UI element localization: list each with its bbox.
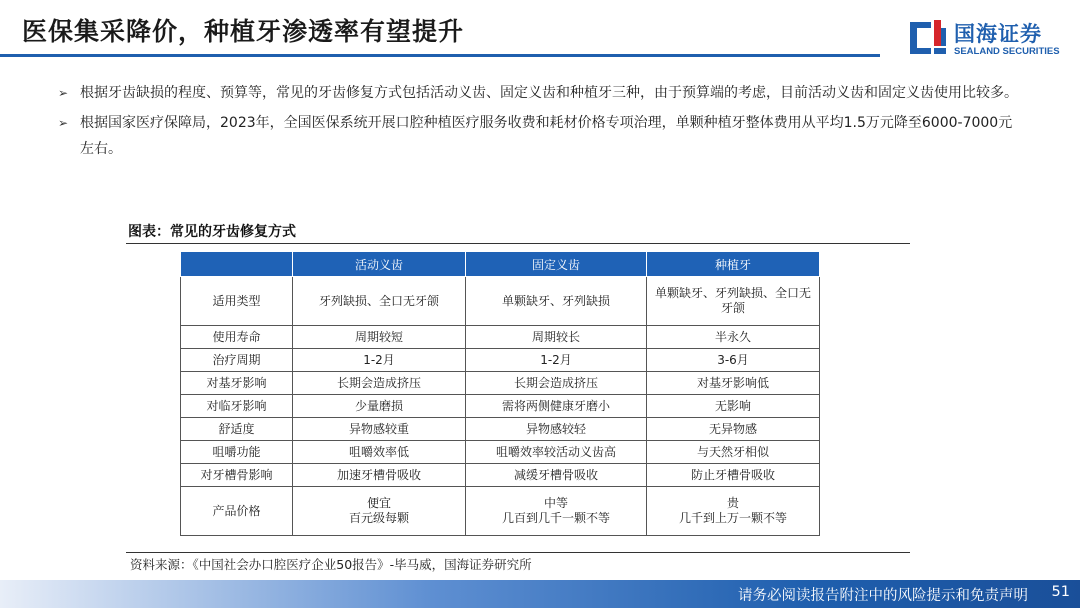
table-header-cell: 活动义齿 [293, 252, 466, 277]
table-cell: 1-2月 [293, 349, 466, 372]
row-label: 适用类型 [181, 277, 293, 326]
figure-bottom-rule [126, 552, 910, 553]
row-label: 舒适度 [181, 418, 293, 441]
table-cell: 加速牙槽骨吸收 [293, 464, 466, 487]
bullet-item [58, 110, 1018, 162]
row-label: 对临牙影响 [181, 395, 293, 418]
table-cell: 无影响 [647, 395, 820, 418]
table-cell: 长期会造成挤压 [293, 372, 466, 395]
table-row [181, 326, 820, 349]
row-label: 使用寿命 [181, 326, 293, 349]
bullet-item [58, 80, 1018, 106]
table-cell: 对基牙影响低 [647, 372, 820, 395]
table-cell: 与天然牙相似 [647, 441, 820, 464]
table-cell: 少量磨损 [293, 395, 466, 418]
table-cell: 1-2月 [466, 349, 647, 372]
table-cell: 周期较长 [466, 326, 647, 349]
table-cell: 单颗缺牙、牙列缺损、全口无牙颌 [647, 277, 820, 326]
table-row [181, 395, 820, 418]
table-cell: 异物感较重 [293, 418, 466, 441]
bullet-text: 根据国家医疗保障局，2023年，全国医保系统开展口腔种植医疗服务收费和耗材价格专项治理，单颗种植牙整体费用从平均1.5万元降至6000-7000元左右。 [80, 115, 1013, 157]
table-cell: 减缓牙槽骨吸收 [466, 464, 647, 487]
table-cell: 异物感较轻 [466, 418, 647, 441]
logo-text-en: SEALAND SECURITIES [954, 46, 1060, 57]
page-title: 医保集采降价，种植牙渗透率有望提升 [22, 17, 465, 46]
table-row [181, 372, 820, 395]
figure-title: 图表：常见的牙齿修复方式 [128, 224, 296, 240]
table-row [181, 464, 820, 487]
row-label: 对基牙影响 [181, 372, 293, 395]
bullet-text: 根据牙齿缺损的程度、预算等，常见的牙齿修复方式包括活动义齿、固定义齿和种植牙三种，由于预算端的考虑，目前活动义齿和固定义齿使用比较多。 [80, 85, 1018, 101]
source-note: 资料来源：《中国社会办口腔医疗企业50报告》-毕马威，国海证券研究所 [130, 557, 532, 572]
table-cell: 周期较短 [293, 326, 466, 349]
table-cell: 无异物感 [647, 418, 820, 441]
table-cell: 牙列缺损、全口无牙颌 [293, 277, 466, 326]
table-row [181, 441, 820, 464]
table-cell: 咀嚼效率较活动义齿高 [466, 441, 647, 464]
row-label: 治疗周期 [181, 349, 293, 372]
bullet-list [58, 80, 1018, 166]
arrow-bullet-icon: ➢ [58, 86, 69, 100]
restoration-comparison-table [180, 251, 820, 536]
table-header-cell: 固定义齿 [466, 252, 647, 277]
arrow-bullet-icon: ➢ [58, 116, 69, 130]
table-row [181, 487, 820, 536]
table-cell: 咀嚼效率低 [293, 441, 466, 464]
table-cell: 便宜 百元级每颗 [293, 487, 466, 536]
table-cell: 防止牙槽骨吸收 [647, 464, 820, 487]
disclaimer-text: 请务必阅读报告附注中的风险提示和免责声明 [738, 588, 1028, 604]
footer-bar [0, 580, 1080, 608]
header-divider [0, 54, 880, 57]
row-label: 对牙槽骨影响 [181, 464, 293, 487]
logo-text-cn: 国海证券 [954, 22, 1042, 46]
row-label: 咀嚼功能 [181, 441, 293, 464]
table-cell: 贵 几千到上万一颗不等 [647, 487, 820, 536]
table-row [181, 277, 820, 326]
table-row [181, 349, 820, 372]
table-cell: 半永久 [647, 326, 820, 349]
table-header-row [181, 252, 820, 277]
table-header-corner [181, 252, 293, 277]
table-header-cell: 种植牙 [647, 252, 820, 277]
row-label: 产品价格 [181, 487, 293, 536]
page-number: 51 [1051, 584, 1070, 600]
table-cell: 中等 几百到几千一颗不等 [466, 487, 647, 536]
table-cell: 单颗缺牙、牙列缺损 [466, 277, 647, 326]
figure-top-rule [126, 243, 910, 244]
sealand-logo-icon [908, 18, 948, 58]
table-cell: 需将两侧健康牙磨小 [466, 395, 647, 418]
table-cell: 3-6月 [647, 349, 820, 372]
company-logo [908, 18, 1073, 62]
table-cell: 长期会造成挤压 [466, 372, 647, 395]
table-row [181, 418, 820, 441]
